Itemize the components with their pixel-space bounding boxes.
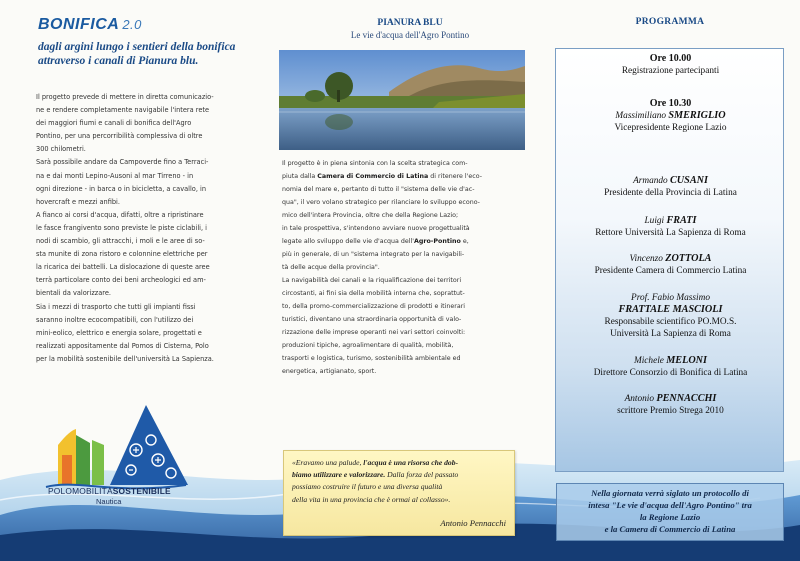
middle-subtitle: Le vie d'acqua dell'Agro Pontino xyxy=(350,30,470,40)
body-line: nomia del mare e, pertanto di tutto il "sistema delle vie d'ac- xyxy=(282,186,475,193)
entry-time: Ore 10.00 xyxy=(649,53,692,64)
brand-subtitle-line: attraverso i canali di Pianura blu. xyxy=(38,55,199,67)
quote-line: possiamo costruire il futuro e una diversa qualità xyxy=(292,482,443,492)
brand-title xyxy=(38,16,142,34)
body-line: hovercraft e mezzi anfibi. xyxy=(36,197,120,206)
agro-pontino-highlight: Agro-Pontino xyxy=(413,238,461,245)
body-line: mico dell'intera Provincia, oltre che della Regione Lazio; xyxy=(282,212,459,219)
entry-text: Registrazione partecipanti xyxy=(621,66,720,76)
programma-entry xyxy=(556,355,785,379)
quote-box xyxy=(283,450,515,536)
body-line: terrà particolare conto dei beni archeologici ed am- xyxy=(36,276,206,285)
body-line: circostanti, ai fini sia della mobilità interna che, soprattut- xyxy=(282,290,465,297)
programma-entry xyxy=(556,253,785,277)
body-line: produzioni tipiche, agroalimentare di qualità, mobilità, xyxy=(282,342,454,349)
body-line: A fianco ai corsi d'acqua, difatti, oltre a ripristinare xyxy=(36,210,204,219)
programma-entry xyxy=(556,98,785,134)
entry-name: Antonio PENNACCHI xyxy=(624,393,717,404)
body-line: 300 chilometri. xyxy=(36,145,86,154)
quote-line: della vita in una provincia che è ormai al collasso». xyxy=(292,494,451,504)
body-line: ogni direzione - in barca o in bicicletta, a cavallo, in xyxy=(36,184,207,193)
brand-name: BONIFICA xyxy=(38,16,120,33)
body-line: Sia i mezzi di trasporto che tutti gli impianti fissi xyxy=(36,302,196,311)
body-line: bientali da valorizzare. xyxy=(36,289,111,298)
entry-role: Presidente della Provincia di Latina xyxy=(604,188,737,198)
middle-header xyxy=(270,17,550,41)
body-line: realizzati appositamente dal Pomos di Cisterna, Polo xyxy=(36,341,209,350)
entry-role: Rettore Università La Sapienza di Roma xyxy=(595,228,746,238)
river-landscape-photo xyxy=(279,50,525,150)
middle-title: PIANURA BLU xyxy=(377,18,443,28)
programma-entry xyxy=(556,292,785,340)
entry-time: Ore 10.30 xyxy=(649,98,692,109)
body-line: mini-eolico, elettrico e energia solare, progettati e xyxy=(36,328,202,337)
chamber-of-commerce-highlight: Camera di Commercio di Latina xyxy=(317,173,429,180)
entry-name: Armando CUSANI xyxy=(633,175,708,186)
body-line: nodi di scambio, gli attracchi, i moli e le aree di so- xyxy=(36,237,205,246)
body-line: to, della promo-commercializzazione di prodotti e itinerari xyxy=(282,303,466,310)
programma-entry xyxy=(556,53,785,77)
entry-role: Presidente Camera di Commercio Latina xyxy=(594,266,747,276)
protocol-line: Nella giornata verrà siglato un protocollo di xyxy=(591,488,749,498)
middle-body-text xyxy=(282,157,522,378)
body-line: turistici, diventano una straordinaria opportunità di valo- xyxy=(282,316,462,323)
entry-first: Prof. Fabio Massimo xyxy=(631,293,710,303)
body-line: Il progetto è in piena sintonia con la scelta strategica com- xyxy=(282,160,468,167)
body-line: la ricarica dei battelli. La dislocazione di queste aree xyxy=(36,263,210,272)
brand-version: 2.0 xyxy=(122,17,142,32)
body-line: piuta dalla Camera di Commercio di Latina di ritenere l'eco- xyxy=(282,173,482,180)
body-line: energetica, artigianato, sport. xyxy=(282,368,377,375)
body-line: La navigabilità dei canali e la riqualificazione dei territori xyxy=(282,277,462,284)
body-line: qua", il vero volano strategico per rilanciare lo sviluppo econo- xyxy=(282,199,480,206)
entry-name: Massimiliano SMERIGLIO xyxy=(615,110,726,121)
body-line: sta munite di zona ristoro e colonnine elettriche per xyxy=(36,250,208,259)
body-line: in tale prospettiva, s'intendono avviare nuove progettualità xyxy=(282,225,470,232)
entry-role: Direttore Consorzio di Bonifica di Latina xyxy=(593,368,748,378)
brand-subtitle xyxy=(38,40,258,68)
programma-box xyxy=(555,48,784,472)
entry-name: Vincenzo ZOTTOLA xyxy=(629,253,712,264)
body-line: rizzazione delle imprese operanti nei vari settori coinvolti: xyxy=(282,329,466,336)
brand-subtitle-line: dagli argini lungo i sentieri della bonifica xyxy=(38,41,236,53)
entry-role: Responsabile scientifico PO.MO.S. xyxy=(604,317,737,327)
quote-author: Antonio Pennacchi xyxy=(440,517,506,528)
logo-name-part2: SOSTENIBILE xyxy=(112,486,171,496)
logo-wordmark xyxy=(48,486,171,496)
protocol-line: e la Camera di Commercio di Latina xyxy=(604,524,736,534)
body-line: na e dai monti Lepino-Ausoni al mar Tirreno - in xyxy=(36,171,194,180)
entry-role: scrittore Premio Strega 2010 xyxy=(617,406,724,416)
logo-name-part1: POLOMOBILITÀ xyxy=(48,486,113,496)
entry-name: Michele MELONI xyxy=(633,355,708,366)
protocol-line: la Regione Lazio xyxy=(639,512,701,522)
body-line: legate allo sviluppo delle vie d'acqua dell'Agro-Pontino e, xyxy=(282,238,469,245)
body-line: ne e rendere completamente navigabile l'intera rete xyxy=(36,106,210,115)
body-line: dei maggiori fiumi e canali di bonifica dell'Agro xyxy=(36,119,192,128)
body-line: Sarà possibile andare da Campoverde fino a Terraci- xyxy=(36,158,209,167)
entry-role: Università La Sapienza di Roma xyxy=(610,329,731,339)
entry-name: Luigi FRATI xyxy=(644,215,697,226)
entry-role: Vicepresidente Regione Lazio xyxy=(614,123,727,133)
body-line: saranno inoltre ecocompatibili, con l'utilizzo dei xyxy=(36,315,194,324)
left-body-text xyxy=(36,91,250,366)
body-line: per la mobilità sostenibile dell'università La Sapienza. xyxy=(36,354,214,363)
protocol-line: intesa "Le vie d'acqua dell'Agro Pontino" tra xyxy=(588,500,752,510)
programma-entry xyxy=(556,215,785,239)
logo-subtitle: Nautica xyxy=(96,497,122,506)
entry-last: FRATTALE MASCIOLI xyxy=(618,304,723,315)
quote-line: biamo utilizzare e valorizzare. Dalla forza del passato xyxy=(292,470,459,480)
body-line: le fasce frangivento sono previste le piste ciclabili, i xyxy=(36,223,208,232)
body-line: trasporti e logistica, turismo, sostenibilità ambientale ed xyxy=(282,355,461,362)
quote-line: «Eravamo una palude, l'acqua è una risorsa che dob- xyxy=(292,458,459,467)
programma-entry xyxy=(556,175,785,199)
body-line: tà delle acque della provincia". xyxy=(282,264,380,271)
programma-entry xyxy=(556,393,785,417)
body-line: Pontino, per una percorribilità complessiva di oltre xyxy=(36,132,203,141)
body-line: più in generale, di un "sistema integrato per la navigabili- xyxy=(282,251,465,258)
protocol-note-box xyxy=(556,483,784,541)
body-line: Il progetto prevede di mettere in diretta comunicazio- xyxy=(36,93,214,101)
programma-title: PROGRAMMA xyxy=(635,17,705,27)
